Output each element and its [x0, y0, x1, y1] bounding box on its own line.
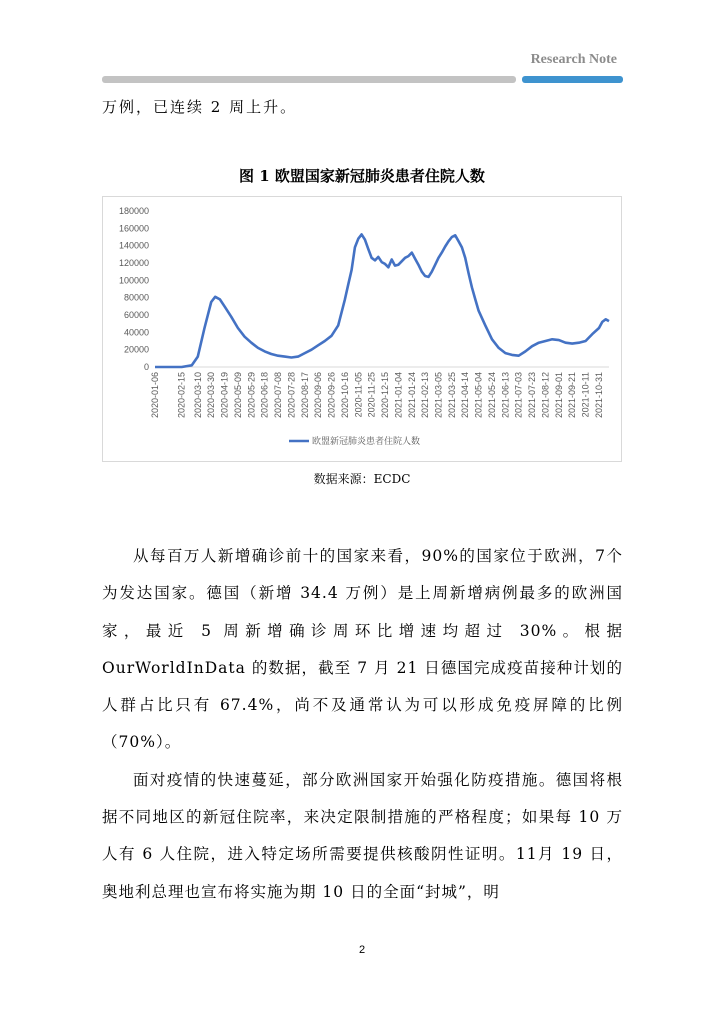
x-tick-label: 2020-04-19 — [219, 372, 230, 419]
x-tick-label: 2021-07-23 — [527, 372, 538, 419]
x-tick-label: 2020-12-15 — [380, 372, 391, 419]
body-paragraph-1: 从每百万人新增确诊前十的国家来看，90%的国家位于欧洲，7个为发达国家。德国（新增 34.4 万例）是上周新增病例最多的欧洲国家，最近 5 周新增确诊周环比增速均超过 30%。根据OurWorldInData 的数据，截至 7 月 21 日德国完成疫苗接种计划的人群占比只有 67.4%，尚不及通常认为可以形成免疫屏障的比例（70%）。 — [102, 547, 623, 752]
x-tick-label: 2020-01-06 — [150, 372, 160, 419]
y-tick-label: 0 — [143, 362, 149, 372]
x-tick-label: 2021-07-03 — [513, 372, 524, 419]
y-tick-label: 120000 — [118, 258, 149, 268]
figure-source: 数据来源：ECDC — [313, 472, 411, 486]
x-tick-label: 2020-11-25 — [366, 372, 377, 418]
x-tick-label: 2021-10-31 — [593, 372, 604, 419]
x-tick-label: 2020-08-17 — [299, 372, 310, 419]
x-tick-label: 2020-03-10 — [192, 372, 203, 419]
continued-text: 万例，已连续 2 周上升。 — [102, 98, 298, 116]
header-rule-blue — [522, 76, 623, 83]
x-tick-label: 2021-06-13 — [500, 372, 511, 419]
x-tick-label: 2021-03-25 — [446, 372, 457, 419]
x-tick-label: 2020-10-16 — [339, 372, 350, 419]
x-tick-label: 2021-01-04 — [393, 372, 404, 419]
x-tick-label: 2021-05-24 — [486, 372, 497, 419]
x-tick-label: 2021-03-05 — [433, 372, 444, 419]
chart-container — [102, 196, 622, 462]
x-tick-label: 2020-03-30 — [206, 372, 217, 419]
header-rule-gray — [102, 76, 516, 83]
x-tick-label: 2021-01-24 — [406, 372, 417, 419]
x-tick-label: 2021-09-21 — [567, 372, 578, 419]
x-tick-label: 2021-09-01 — [553, 372, 564, 419]
legend-label: 欧盟新冠肺炎患者住院人数 — [312, 437, 421, 447]
page-number: 2 — [358, 944, 366, 956]
hospitalization-line-chart — [103, 197, 621, 461]
x-tick-label: 2020-07-28 — [286, 372, 297, 419]
x-tick-label: 2020-07-08 — [273, 372, 284, 419]
x-tick-label: 2020-06-18 — [259, 372, 270, 419]
header-title: Research Note — [530, 52, 617, 67]
x-tick-label: 2020-05-29 — [246, 372, 257, 419]
x-tick-label: 2020-11-05 — [353, 372, 364, 418]
y-tick-label: 80000 — [123, 292, 149, 303]
y-tick-label: 160000 — [118, 223, 149, 234]
y-tick-label: 40000 — [123, 327, 149, 338]
series-line — [155, 234, 609, 367]
y-tick-label: 100000 — [118, 275, 149, 286]
x-tick-label: 2020-05-09 — [232, 372, 243, 419]
x-tick-label: 2021-05-04 — [473, 372, 484, 419]
body-paragraph-2: 面对疫情的快速蔓延，部分欧洲国家开始强化防疫措施。德国将根据不同地区的新冠住院率，来决定限制措施的严格程度；如果每 10 万人有 6 人住院，进入特定场所需要提供核酸阴性证明。11月 19 日，奥地利总理也宣布将实施为期 10 日的全面“封城”，明 — [102, 770, 623, 901]
y-tick-label: 60000 — [123, 310, 149, 320]
x-tick-label: 2021-02-13 — [420, 372, 431, 419]
x-tick-label: 2020-09-06 — [313, 372, 324, 419]
x-tick-label: 2020-02-15 — [176, 372, 187, 419]
y-tick-label: 180000 — [118, 206, 149, 216]
figure-title: 图 1 欧盟国家新冠肺炎患者住院人数 — [239, 167, 485, 185]
x-tick-label: 2020-09-26 — [326, 372, 337, 419]
y-tick-label: 20000 — [123, 344, 149, 355]
x-tick-label: 2021-08-12 — [540, 372, 551, 419]
body-text — [102, 538, 623, 911]
x-tick-label: 2021-04-14 — [460, 372, 471, 419]
y-tick-label: 140000 — [118, 240, 149, 251]
x-tick-label: 2021-10-11 — [580, 372, 591, 418]
